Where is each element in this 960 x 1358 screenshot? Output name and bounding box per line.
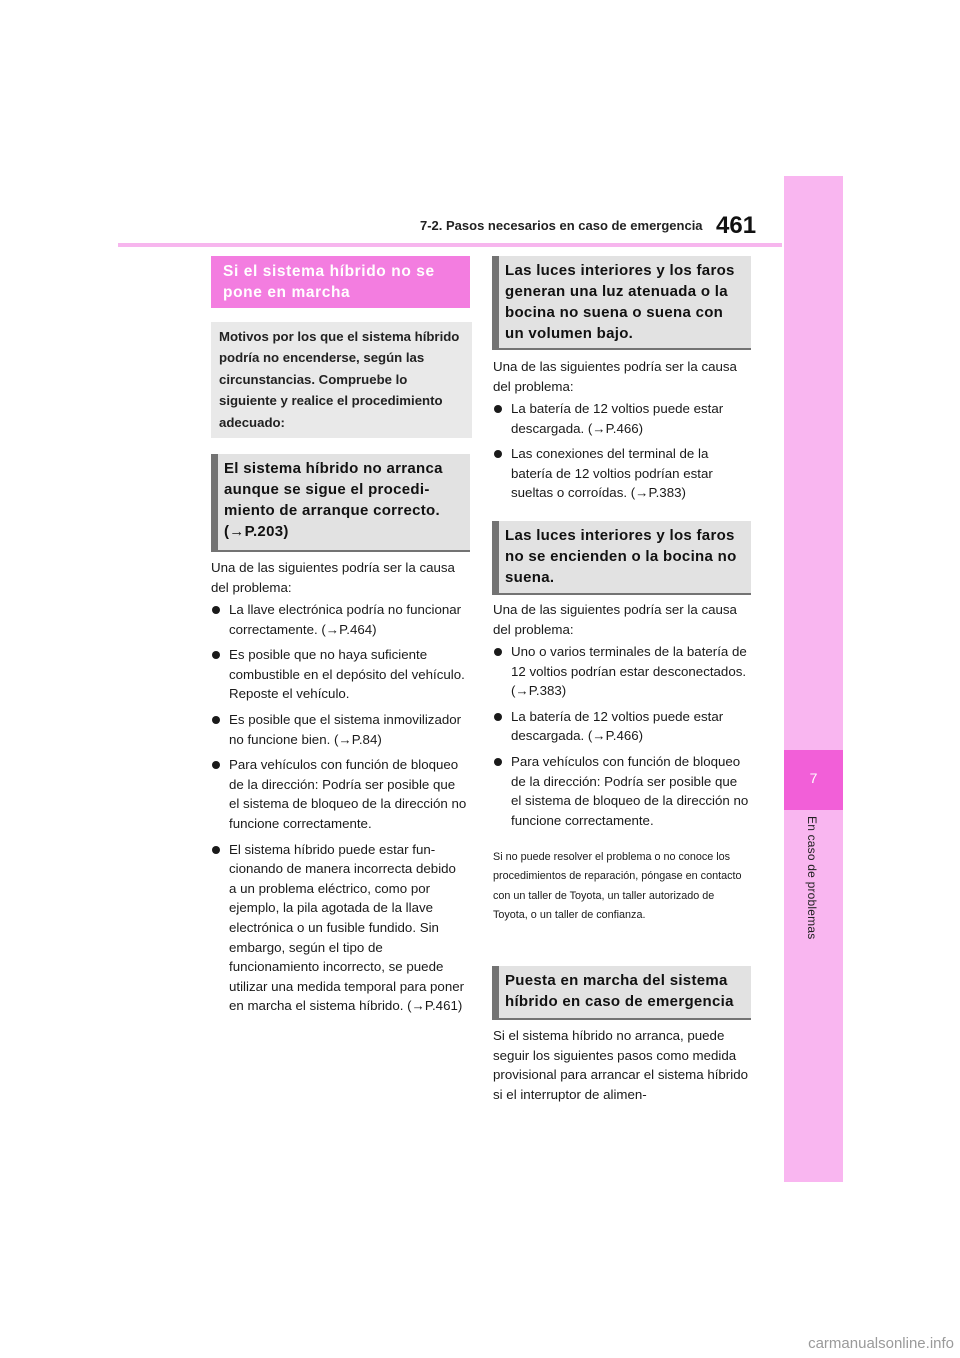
bullet-dot <box>494 450 502 458</box>
subheading-3: Las luces interiores y los faros no se encienden o la bocina no suena. <box>505 527 737 586</box>
list-item: Es posible que no haya suficiente combustible en el depósito del vehículo. Reposte el vehículo. <box>211 645 467 704</box>
list-item: Las conexiones del terminal de la batería de 12 voltios podrían estar sueltas o corroídas. (→P.383) <box>493 444 750 503</box>
main-heading-box <box>211 256 470 308</box>
subheading-box-2 <box>492 256 751 350</box>
bullet-dot <box>212 846 220 854</box>
chapter-number: 7 <box>809 770 818 786</box>
subheading-4: Puesta en marcha del sistema híbrido en caso de emergencia <box>505 972 734 1010</box>
list-item: La llave electrónica podría no funcionar correctamente. (→P.464) <box>211 600 467 639</box>
sub1-lead: Una de las siguientes podría ser la causa del problema: <box>211 560 455 595</box>
sub4-text: Si el sistema híbrido no arranca, puede seguir los siguientes pasos como medida provisional para arrancar el sistema híbrido si el interruptor de alimen- <box>493 1028 748 1102</box>
chapter-label: En caso de problemas <box>805 816 819 940</box>
sub1-bullet-list <box>211 600 467 1022</box>
section-title: 7-2. Pasos necesarios en caso de emergencia <box>420 218 703 233</box>
page-number: 461 <box>716 212 757 239</box>
sub3-lead: Una de las siguientes podría ser la causa del problema: <box>493 602 737 637</box>
sub2-lead: Una de las siguientes podría ser la causa del problema: <box>493 359 737 394</box>
bullet-dot <box>494 405 502 413</box>
main-heading: Si el sistema híbrido no se pone en marcha <box>223 263 435 301</box>
intro-text: Motivos por los que el sistema híbrido podría no encenderse, según las circunstancias. Compruebe lo siguiente y realice el procedimiento adecuado: <box>219 329 460 430</box>
subheading-box-3 <box>492 521 751 595</box>
subheading-1: El sistema híbrido no arranca aunque se sigue el procedimiento de arranque correcto. (→P.203) <box>224 460 443 540</box>
bullet-dot <box>212 716 220 724</box>
list-item: Uno o varios terminales de la batería de 12 voltios podrían estar desconectados. (→P.383) <box>493 642 750 701</box>
list-item: La batería de 12 voltios puede estar descargada. (→P.466) <box>493 707 750 746</box>
chapter-side-tab <box>784 176 843 1182</box>
bullet-dot <box>494 758 502 766</box>
bullet-dot <box>494 648 502 656</box>
note-text: Si no puede resolver el problema o no conoce los procedimientos de reparación, póngase en contacto con un taller de Toyota, un taller autorizado de Toyota, o un taller de confianza. <box>493 851 742 922</box>
list-item: Para vehículos con función de bloqueo de la dirección: Podría ser posible que el sistema de bloqueo de la dirección no funcione correctamente. <box>493 752 750 830</box>
bullet-dot <box>494 713 502 721</box>
bullet-dot <box>212 761 220 769</box>
list-item: El sistema híbrido puede estar funcionando de manera incorrecta debido a un problema eléctrico, como por ejemplo, la pila agotada de la llave electrónica o un fusible fundido. Sin embargo, según el tipo de funcionamiento incorrecto, se puede utilizar una medida temporal para poner en marcha el sistema híbrido. (→P.461) <box>211 840 467 1016</box>
bullet-dot <box>212 651 220 659</box>
list-item: Para vehículos con función de bloqueo de la dirección: Podría ser posible que el sistema de bloqueo de la dirección no funcione correctamente. <box>211 755 467 833</box>
header-divider <box>118 243 782 247</box>
subheading-box-4 <box>492 966 751 1020</box>
subheading-box-1 <box>211 454 470 552</box>
watermark: carmanualsonline.info <box>808 1335 954 1352</box>
sub3-bullet-list <box>493 642 750 836</box>
intro-box <box>211 322 472 438</box>
list-item: La batería de 12 voltios puede estar descargada. (→P.466) <box>493 399 750 438</box>
sub2-bullet-list <box>493 399 750 509</box>
subheading-2: Las luces interiores y los faros generan una luz atenuada o la bocina no suena o suena con un volumen bajo. <box>505 262 735 342</box>
bullet-dot <box>212 606 220 614</box>
list-item: Es posible que el sistema inmovilizador no funcione bien. (→P.84) <box>211 710 467 749</box>
